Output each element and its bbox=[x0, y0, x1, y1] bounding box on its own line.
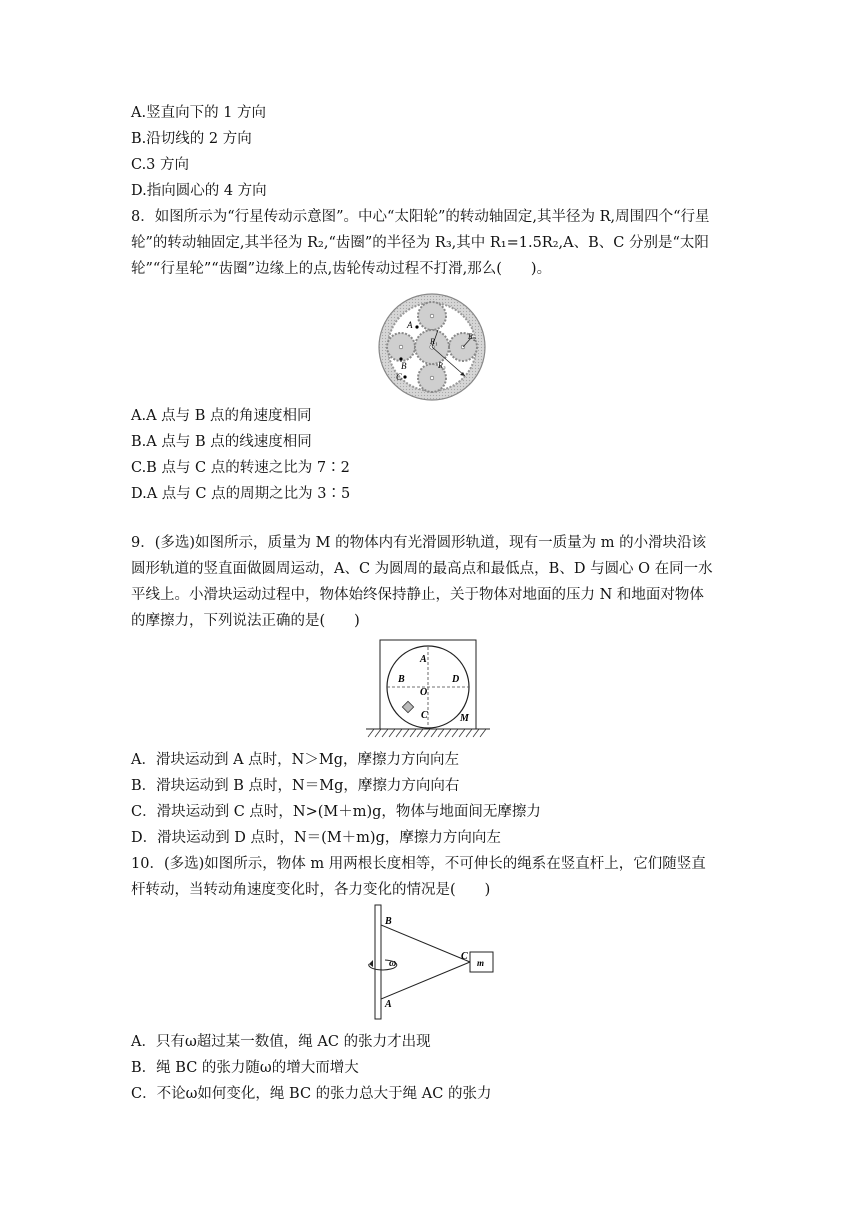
q7-option-c: C.3 方向 bbox=[131, 157, 190, 173]
label-a: A bbox=[420, 654, 427, 665]
q9-option-b: B．滑块运动到 B 点时，N＝Mg，摩擦力方向向右 bbox=[131, 778, 460, 794]
q8-option-b: B.A 点与 B 点的线速度相同 bbox=[131, 434, 312, 450]
q10-stem-line-2: 杆转动，当转动角速度变化时，各力变化的情况是( ) bbox=[131, 882, 491, 898]
q9-option-c: C．滑块运动到 C 点时，N>(M＋m)g，物体与地面间无摩擦力 bbox=[131, 804, 541, 820]
label-c: C bbox=[461, 951, 468, 962]
label-r1: R₁ bbox=[430, 337, 438, 346]
label-r2: R₂ bbox=[468, 332, 476, 341]
q7-option-d: D.指向圆心的 4 方向 bbox=[131, 183, 267, 199]
q9-option-d: D．滑块运动到 D 点时，N＝(M＋m)g，摩擦力方向向左 bbox=[131, 830, 501, 846]
q8-stem-line-3: 轮”“行星轮”“齿圈”边缘上的点,齿轮传动过程不打滑,那么( )。 bbox=[131, 261, 552, 277]
q10-option-a: A．只有ω超过某一数值，绳 AC 的张力才出现 bbox=[131, 1034, 431, 1050]
label-d: D bbox=[452, 674, 460, 685]
label-b: B bbox=[385, 916, 392, 927]
q9-stem-line-3: 平线上。小滑块运动过程中，物体始终保持静止，关于物体对地面的压力 N 和地面对物体 bbox=[131, 587, 704, 603]
q8-option-c: C.B 点与 C 点的转速之比为 7∶2 bbox=[131, 460, 350, 476]
q10-option-b: B．绳 BC 的张力随ω的增大而增大 bbox=[131, 1060, 359, 1076]
label-c: C bbox=[396, 372, 403, 382]
vertical-pole bbox=[375, 905, 381, 1019]
label-r3: R₃ bbox=[438, 361, 446, 370]
q9-stem-line-2: 圆形轨道的竖直面做圆周运动，A、C 为圆周的最高点和最低点，B、D 与圆心 O 在同一水 bbox=[131, 561, 713, 577]
rope-bc bbox=[381, 925, 470, 962]
rotating-pole-figure bbox=[360, 903, 500, 1023]
q9-stem-line-1: 9．(多选)如图所示，质量为 M 的物体内有光滑圆形轨道，现有一质量为 m 的小滑块沿该 bbox=[131, 535, 707, 551]
q10-option-c: C．不论ω如何变化，绳 BC 的张力总大于绳 AC 的张力 bbox=[131, 1086, 492, 1102]
q8-option-a: A.A 点与 B 点的角速度相同 bbox=[131, 408, 312, 424]
label-a: A bbox=[407, 320, 413, 330]
label-m: m bbox=[477, 958, 485, 968]
q8-stem-line-2: 轮”的转动轴固定,其半径为 R₂,“齿圈”的半径为 R₃,其中 R₁=1.5R₂,A、B、C 分别是“太阳 bbox=[131, 235, 709, 251]
q7-option-a: A.竖直向下的 1 方向 bbox=[131, 105, 267, 121]
q8-stem-line-1: 8．如图所示为“行星传动示意图”。中心“太阳轮”的转动轴固定,其半径为 R,周围四个“行星 bbox=[131, 209, 710, 225]
planetary-gear-figure bbox=[372, 292, 492, 402]
q8-option-d: D.A 点与 C 点的周期之比为 3∶5 bbox=[131, 486, 351, 502]
circular-track-figure bbox=[362, 637, 494, 743]
label-m-mass: M bbox=[460, 713, 469, 724]
label-o: O bbox=[420, 687, 428, 698]
q9-stem-line-4: 的摩擦力，下列说法正确的是( ) bbox=[131, 613, 360, 629]
label-b: B bbox=[401, 361, 407, 371]
q10-stem-line-1: 10．(多选)如图所示，物体 m 用两根长度相等，不可伸长的绳系在竖直杆上，它们随竖直 bbox=[131, 856, 706, 872]
label-c: C bbox=[421, 710, 428, 721]
label-b: B bbox=[398, 674, 405, 685]
ground-hatch bbox=[368, 729, 486, 737]
q7-option-b: B.沿切线的 2 方向 bbox=[131, 131, 252, 147]
label-a: A bbox=[385, 999, 392, 1010]
label-omega: ω bbox=[389, 958, 397, 969]
q9-option-a: A．滑块运动到 A 点时，N＞Mg，摩擦力方向向左 bbox=[131, 752, 459, 768]
